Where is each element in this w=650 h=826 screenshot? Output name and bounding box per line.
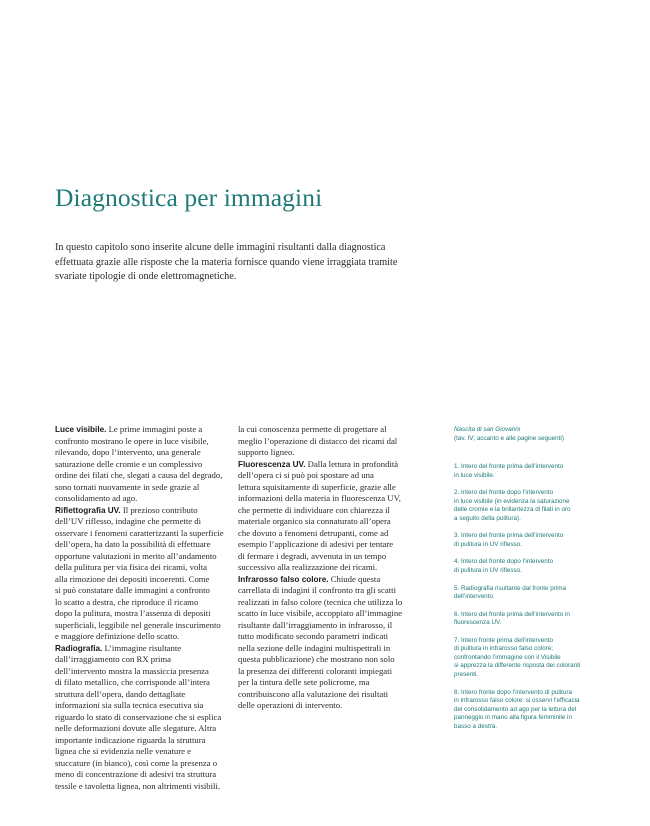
body-text: lo scatto a destra, che riproduce il ricamo <box>55 596 199 607</box>
body-text: dall’irraggiamento con RX prima <box>55 654 172 664</box>
figure-caption <box>454 558 614 575</box>
body-text: osservare i fenomeni caratterizzanti la superficie <box>55 527 224 538</box>
figure-caption <box>454 489 614 523</box>
caption-line: basso a destra. <box>454 722 498 730</box>
body-text: L’immagine risultante <box>102 642 182 653</box>
figure-caption <box>454 463 614 480</box>
body-text: lignea che si evidenzia nelle venature e <box>55 746 192 756</box>
body-line <box>55 712 230 724</box>
caption-line: 6. Intero del fronte prima dell’intervento in <box>454 610 570 618</box>
figure-caption <box>454 637 614 680</box>
body-column-middle <box>238 424 413 712</box>
body-line <box>238 516 413 528</box>
caption-line: confrontando l’immagine con il Visibile <box>454 653 561 661</box>
figure-caption <box>454 532 614 549</box>
caption-line: 1. Intero del fronte prima dell’intervento <box>454 463 564 470</box>
body-line <box>55 677 230 689</box>
body-line <box>55 528 230 540</box>
caption-line: di pulitura in UV riflesso. <box>454 540 522 548</box>
body-line <box>55 689 230 701</box>
section-heading: Radiografia. <box>55 643 103 653</box>
body-text: tessile e tavoletta lignea, non altrimenti visibili. <box>55 780 221 791</box>
body-text: opportune valutazioni in merito all’andamento <box>55 550 217 561</box>
body-text: delle operazioni di intervento. <box>238 700 343 710</box>
artwork-title: Nascita di san Giovanni <box>454 426 521 433</box>
caption-line: a seguito della pulitura). <box>454 514 521 522</box>
body-text: dell’opera, ha dato la possibilità di effettuare <box>55 539 211 549</box>
body-text: informazioni della materia in fluorescenza UV, <box>238 493 401 503</box>
caption-line: di pulitura in UV riflesso. <box>454 567 522 575</box>
body-text: consolidamento ad ago. <box>55 493 138 503</box>
body-text: si può constatare dalle immagini a confronto <box>55 585 210 595</box>
figure-caption <box>454 611 614 628</box>
body-line <box>55 643 230 655</box>
body-text: Dalla lettura in profondità <box>305 458 399 469</box>
section-heading: Infrarosso falso colore. <box>238 574 329 584</box>
body-line <box>238 666 413 678</box>
body-line <box>55 436 230 448</box>
intro-line: effettuata grazie alle risposte che la materia fornisce quando viene irraggiata tramite <box>55 256 398 268</box>
caption-line: 8. Intero fronte dopo l’intervento di pulitura <box>454 688 572 696</box>
body-line <box>238 631 413 643</box>
body-text: sono tornati nuovamente in sede grazie al <box>55 481 200 492</box>
body-text: che dovuto a fenomeni detrupanti, come ad <box>238 527 389 538</box>
caption-line: di pulitura in infrarosso falso colore; <box>454 645 554 653</box>
body-text: esempio l’applicazione di adesivi per tentare <box>238 539 394 549</box>
body-text: lettura squisitamente di superficie, grazie alle <box>238 481 396 492</box>
figure-caption <box>454 689 614 732</box>
body-text: dell’UV riflesso, indagine che permette di <box>55 516 202 526</box>
body-line <box>238 539 413 551</box>
section-heading: Riflettografia UV. <box>55 505 121 515</box>
body-line <box>238 689 413 701</box>
body-line <box>55 505 230 517</box>
body-text: meglio l’operazione di distacco dei ricami dal <box>238 435 398 446</box>
body-text: Il prezioso contributo <box>120 504 198 515</box>
body-text: carrellata di indagini il confronto tra gli scatti <box>238 585 397 595</box>
caption-line: dell’intervento. <box>454 593 495 601</box>
caption-line: fluorescenza UV. <box>454 619 502 627</box>
body-text: e maggiore definizione dello scatto. <box>55 631 180 641</box>
body-column-left <box>55 424 230 792</box>
body-line <box>55 539 230 551</box>
caption-line: delle cromie e la brillantezza di filati in oro <box>454 506 571 514</box>
body-line <box>55 723 230 735</box>
body-line <box>55 551 230 563</box>
body-line <box>55 781 230 793</box>
body-line <box>55 758 230 770</box>
caption-list <box>454 463 614 740</box>
body-text: importante indicazione riguarda la struttura <box>55 734 206 745</box>
body-text: tutto modificato secondo parametri indicati <box>238 631 389 641</box>
body-line <box>55 620 230 632</box>
figure-caption <box>454 585 614 602</box>
body-line <box>55 424 230 436</box>
caption-line: si apprezza la differente risposta dei coloranti <box>454 662 581 670</box>
body-line <box>55 597 230 609</box>
body-text: Chiude questa <box>328 573 381 584</box>
body-text: Le prime immagini poste a <box>106 424 203 434</box>
caption-line: 4. Intero del fronte dopo l’intervento <box>454 558 554 566</box>
body-text: contribuiscono alla valutazione dei risultati <box>238 688 389 699</box>
body-text: confronto mostrano le opere in luce visibile, <box>55 435 209 446</box>
body-text: rilevando, dopo l’intervento, una generale <box>55 447 201 457</box>
body-text: saturazione delle cromie e un complessivo <box>55 458 203 469</box>
body-line <box>55 516 230 528</box>
caption-line: panneggio in mano alla figura femminile in <box>454 714 572 722</box>
body-line <box>238 608 413 620</box>
body-line <box>55 666 230 678</box>
body-text: struttura dell’opera, dando dettagliate <box>55 688 186 699</box>
body-line <box>238 436 413 448</box>
body-line <box>238 643 413 655</box>
body-text: della pulitura per via fisica dei ricami, volta <box>55 562 207 572</box>
body-line <box>238 459 413 471</box>
body-text: superficiali, leggibile nel generale inscurimento <box>55 619 221 630</box>
body-line <box>238 585 413 597</box>
body-line <box>238 562 413 574</box>
caption-heading <box>454 426 614 443</box>
body-text: nella sezione delle indagini multispettrali in <box>238 642 391 653</box>
body-text: nelle deformazioni dovute alle slegature. Altra <box>55 723 217 733</box>
body-line <box>55 482 230 494</box>
body-line <box>238 654 413 666</box>
plate-reference: (tav. IV; accanto e alle pagine seguenti) <box>454 434 564 442</box>
body-line <box>238 551 413 563</box>
body-line <box>55 585 230 597</box>
body-text: supporto ligneo. <box>238 447 295 457</box>
body-text: per la tintura delle sete policrome, ma <box>238 677 370 687</box>
page-title: Diagnostica per immagini <box>55 183 323 212</box>
caption-line: presenti. <box>454 671 479 679</box>
intro-line: svariate tipologie di onde elettromagnetiche. <box>55 271 237 283</box>
body-text: di fermare i degradi, avvenuta in un tempo <box>238 550 387 561</box>
body-line <box>238 700 413 712</box>
body-line <box>238 447 413 459</box>
body-text: stuccature (in bianco), così come la presenza o <box>55 757 218 768</box>
body-text: dell’opera ci si può poi spostare ad una <box>238 470 374 480</box>
caption-line: del consolidamento ad ago per la lettura del <box>454 705 577 713</box>
body-text: dell’intervento mostra la massiccia presenza <box>55 665 209 676</box>
body-text: meno di concentrazione di adesivi tra struttura <box>55 769 217 779</box>
intro-line: In questo capitolo sono inserite alcune delle immagini risultanti dalla diagnostica <box>55 242 386 253</box>
body-text: dopo la pulitura, mostra l’assenza di depositi <box>55 608 211 618</box>
body-line <box>238 597 413 609</box>
body-line <box>55 654 230 666</box>
body-line <box>55 746 230 758</box>
body-line <box>55 608 230 620</box>
caption-line: in luce visibile (in evidenza la saturazione <box>454 497 570 505</box>
body-line <box>238 528 413 540</box>
body-line <box>238 574 413 586</box>
body-line <box>55 459 230 471</box>
caption-line: 3. Intero del fronte prima dell’intervento <box>454 532 564 540</box>
body-text: risultante dall’irraggiamento in infrarosso, il <box>238 619 393 630</box>
body-text: informazioni sia sulla tecnica esecutiva sia <box>55 700 204 710</box>
body-line <box>238 424 413 436</box>
section-heading: Fluorescenza UV. <box>238 459 306 469</box>
body-line <box>55 769 230 781</box>
body-text: di filato metallico, che corrisponde all’intera <box>55 677 210 687</box>
body-text: ordine dei filati che, slegati a causa del degrado, <box>55 470 223 480</box>
caption-line: 5. Radiografia risultante dal fronte prima <box>454 584 567 592</box>
body-line <box>55 493 230 505</box>
intro-paragraph <box>55 241 398 285</box>
body-text: la presenza dei differenti coloranti impiegati <box>238 665 392 676</box>
body-text: successivo alla realizzazione dei ricami. <box>238 562 378 572</box>
body-line <box>55 562 230 574</box>
section-heading: Luce visibile. <box>55 425 107 434</box>
body-text: questa pubblicazione) che mostrano non solo <box>238 654 395 664</box>
body-line <box>55 700 230 712</box>
body-line <box>55 470 230 482</box>
body-line <box>55 574 230 586</box>
body-line <box>238 493 413 505</box>
body-line <box>55 447 230 459</box>
body-line <box>238 505 413 517</box>
body-line <box>55 631 230 643</box>
body-line <box>238 677 413 689</box>
caption-line: in luce visibile. <box>454 471 495 479</box>
body-text: che permette di individuare con chiarezza il <box>238 504 390 515</box>
caption-line: 7. Intero fronte prima dell’intervento <box>454 636 554 644</box>
body-text: alla rimozione dei depositi incoerenti. Come <box>55 573 210 584</box>
body-text: riguardo lo stato di conservazione che si esplica <box>55 711 222 722</box>
caption-line: in infrarosso falso colore: si osservi l’efficacia <box>454 697 580 705</box>
body-text: scatto in luce visibile, accoppiato all’immagine <box>238 608 403 618</box>
body-line <box>238 620 413 632</box>
body-line <box>238 482 413 494</box>
body-text: realizzati in falso colore (tecnica che utilizza lo <box>238 596 403 607</box>
body-line <box>238 470 413 482</box>
body-line <box>55 735 230 747</box>
body-text: la cui conoscenza permette di progettare al <box>238 424 387 434</box>
body-text: materiale organico sia connaturato all’opera <box>238 516 391 526</box>
caption-line: 2. Intero del fronte dopo l’intervento <box>454 489 554 497</box>
